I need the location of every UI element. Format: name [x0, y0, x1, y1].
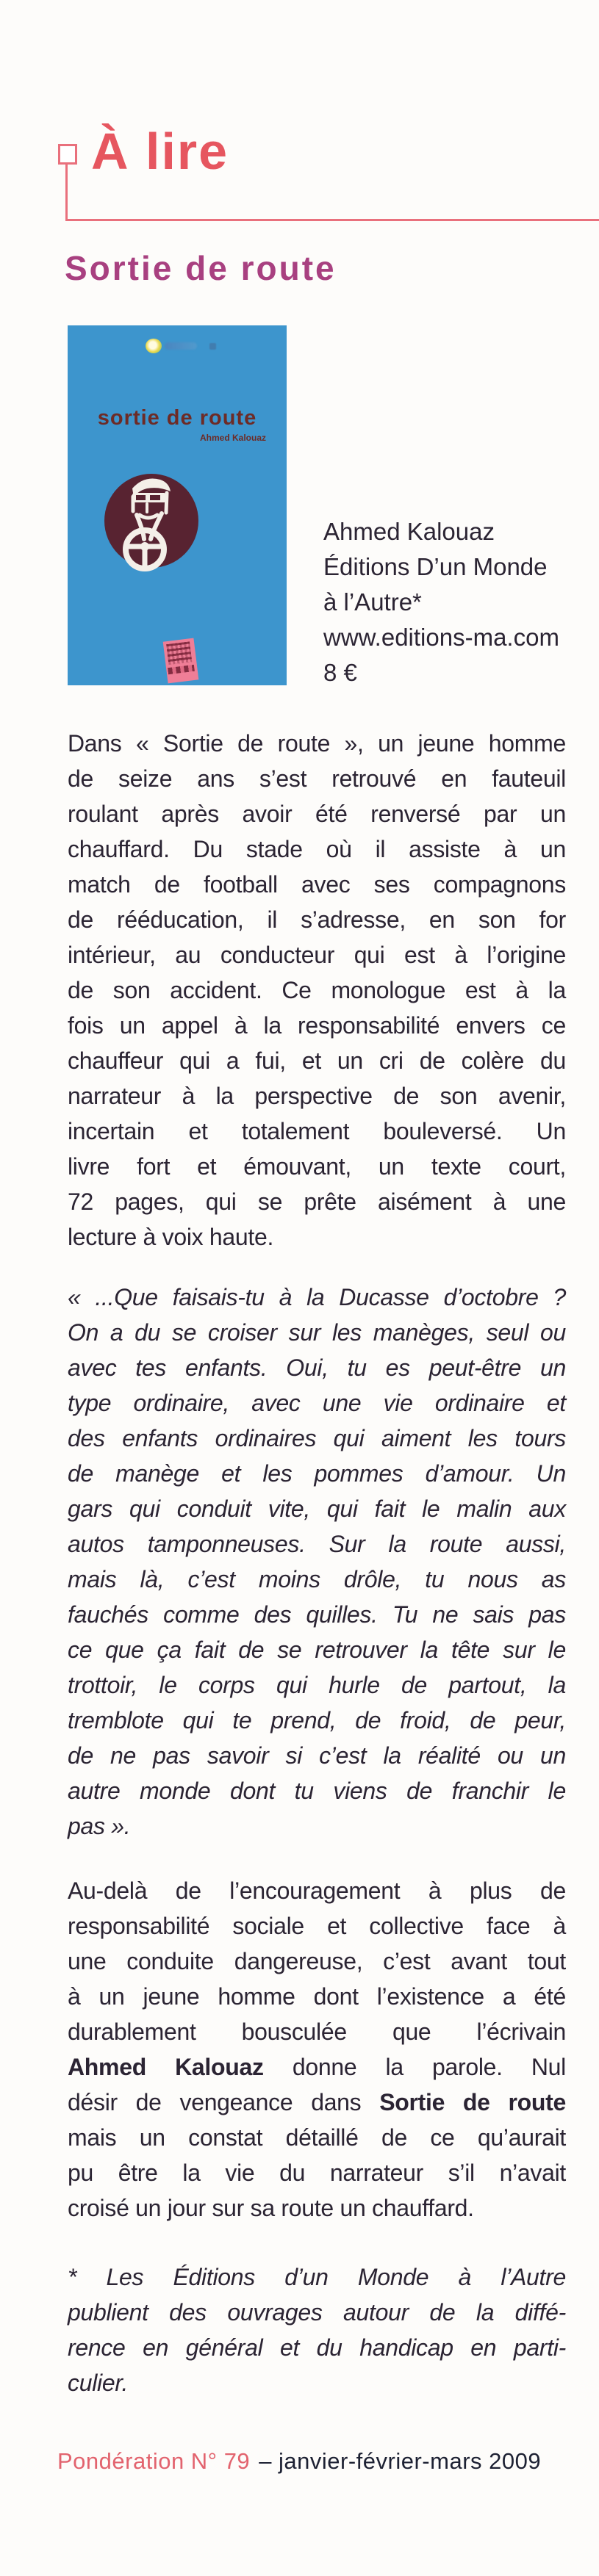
- page-footer: [57, 2448, 541, 2475]
- logo-rosette-icon: [146, 339, 162, 353]
- book-info-publisher-2: à l’Autre*: [323, 588, 422, 616]
- text-line: Ahmed Kalouaz donne la parole. Nul: [68, 2054, 566, 2080]
- text-line: mais là, c’est moins drôle, tu nous as: [68, 1566, 566, 1592]
- article-title: Sortie de route: [65, 249, 337, 287]
- stamp-marks: [166, 641, 192, 665]
- section-rule-vertical: [65, 165, 68, 220]
- text-line: incertain et totalement bouleversé. Un: [68, 1118, 566, 1144]
- text-line: lecture à voix haute.: [68, 1224, 274, 1250]
- text-line: « ...Que faisais-tu à la Ducasse d’octobre ?: [68, 1284, 566, 1310]
- text-line: de manège et les pommes d’amour. Un: [68, 1460, 566, 1487]
- footnote-paragraph: [68, 2259, 566, 2400]
- text-line: 72 pages, qui se prête aisément à une: [68, 1188, 566, 1215]
- text-line: roulant après avoir été renversé par un: [68, 801, 566, 827]
- book-info-price: 8 €: [323, 659, 357, 686]
- text-line: pu être la vie du narrateur s’il n’avait: [68, 2160, 566, 2186]
- article-body: [68, 726, 566, 2400]
- section-marker-square: [58, 144, 77, 165]
- text-line: autre monde dont tu viens de franchir le: [68, 1778, 566, 1804]
- section-title: À lire: [91, 123, 229, 180]
- text-line: ce que ça fait de se retrouver la tête sur le: [68, 1637, 566, 1663]
- text-line: fois un appel à la responsabilité envers ce: [68, 1012, 566, 1039]
- stamp-band: [168, 665, 195, 674]
- book-info-author: Ahmed Kalouaz: [323, 518, 495, 545]
- library-stamp: [163, 638, 199, 684]
- text-line: culier.: [68, 2370, 129, 2396]
- text-line: tremblote qui te prend, de froid, de peur,: [68, 1707, 566, 1733]
- text-line: * Les Éditions d’un Monde à l’Autre: [68, 2264, 566, 2290]
- text-line: rence en général et du handicap en parti-: [68, 2334, 566, 2361]
- section-rule-horizontal: [65, 219, 599, 221]
- text-line: On a du se croiser sur les manèges, seul ou: [68, 1319, 566, 1346]
- text-line: de seize ans s’est retrouvé en fauteuil: [68, 765, 566, 792]
- text-line: gars qui conduit vite, qui fait le malin aux: [68, 1496, 566, 1522]
- text-line: des enfants ordinaires qui aiment les tours: [68, 1425, 566, 1451]
- text-line: Au-delà de l’encouragement à plus de: [68, 1877, 566, 1904]
- text-line: livre fort et émouvant, un texte court,: [68, 1153, 566, 1180]
- footer-issue: Pondération N° 79: [57, 2448, 251, 2474]
- text-line: match de football avec ses compagnons: [68, 871, 566, 898]
- text-line: de ne pas savoir si c’est la réalité ou un: [68, 1742, 566, 1769]
- book-info-publisher-1: Éditions D’un Monde: [323, 553, 548, 580]
- text-line: mais un constat détaillé de ce qu’aurait: [68, 2124, 566, 2151]
- text-line: croisé un jour sur sa route un chauffard.: [68, 2195, 474, 2221]
- text-line: désir de vengeance dans Sortie de route: [68, 2089, 566, 2115]
- footer-date: – janvier-février-mars 2009: [259, 2448, 542, 2474]
- text-line: intérieur, au conducteur qui est à l’origine: [68, 942, 566, 968]
- cover-title: sortie de route: [97, 406, 257, 430]
- text-line: Dans « Sortie de route », un jeune homme: [68, 730, 566, 757]
- publisher-logo: [146, 339, 216, 356]
- text-line: de rééducation, il s’adresse, en son for: [68, 906, 566, 933]
- text-line: pas ».: [68, 1813, 131, 1839]
- text-line: trottoir, le corps qui hurle de partout, la: [68, 1672, 566, 1698]
- text-line: narrateur à la perspective de son avenir,: [68, 1083, 566, 1109]
- cover-author: Ahmed Kalouaz: [199, 433, 266, 443]
- bold-text: Ahmed Kalouaz: [68, 2054, 264, 2080]
- book-quote-paragraph: [68, 1280, 566, 1844]
- book-info: [323, 514, 573, 690]
- text-line: autos tamponneuses. Sur la route aussi,: [68, 1531, 566, 1557]
- text-line: fauchés comme des quilles. Tu ne sais pas: [68, 1601, 566, 1628]
- driver-illustration: [101, 471, 204, 581]
- text-line: de son accident. Ce monologue est à la: [68, 977, 566, 1003]
- logo-text-smudge: [165, 342, 197, 350]
- text-line: une conduite dangereuse, c’est avant tout: [68, 1948, 566, 1974]
- text-line: responsabilité sociale et collective face à: [68, 1913, 566, 1939]
- review-paragraph: [68, 1873, 566, 2226]
- text-line: publient des ouvrages autour de la diffé-: [68, 2299, 566, 2326]
- text-line: chauffeur qui a fui, et un cri de colère du: [68, 1047, 566, 1074]
- text-line: chauffard. Du stade où il assiste à un: [68, 836, 566, 862]
- text-line: durablement bousculée que l’écrivain: [68, 2018, 566, 2045]
- book-cover: [68, 325, 287, 685]
- text-line: type ordinaire, avec une vie ordinaire et: [68, 1390, 566, 1416]
- text-line: à un jeune homme dont l’existence a été: [68, 1983, 566, 2010]
- book-info-website: www.editions-ma.com: [323, 624, 559, 651]
- bold-text: Sortie de route: [379, 2089, 566, 2115]
- logo-dot: [209, 343, 216, 350]
- review-paragraph: [68, 726, 566, 1255]
- text-line: avec tes enfants. Oui, tu es peut-être un: [68, 1354, 566, 1381]
